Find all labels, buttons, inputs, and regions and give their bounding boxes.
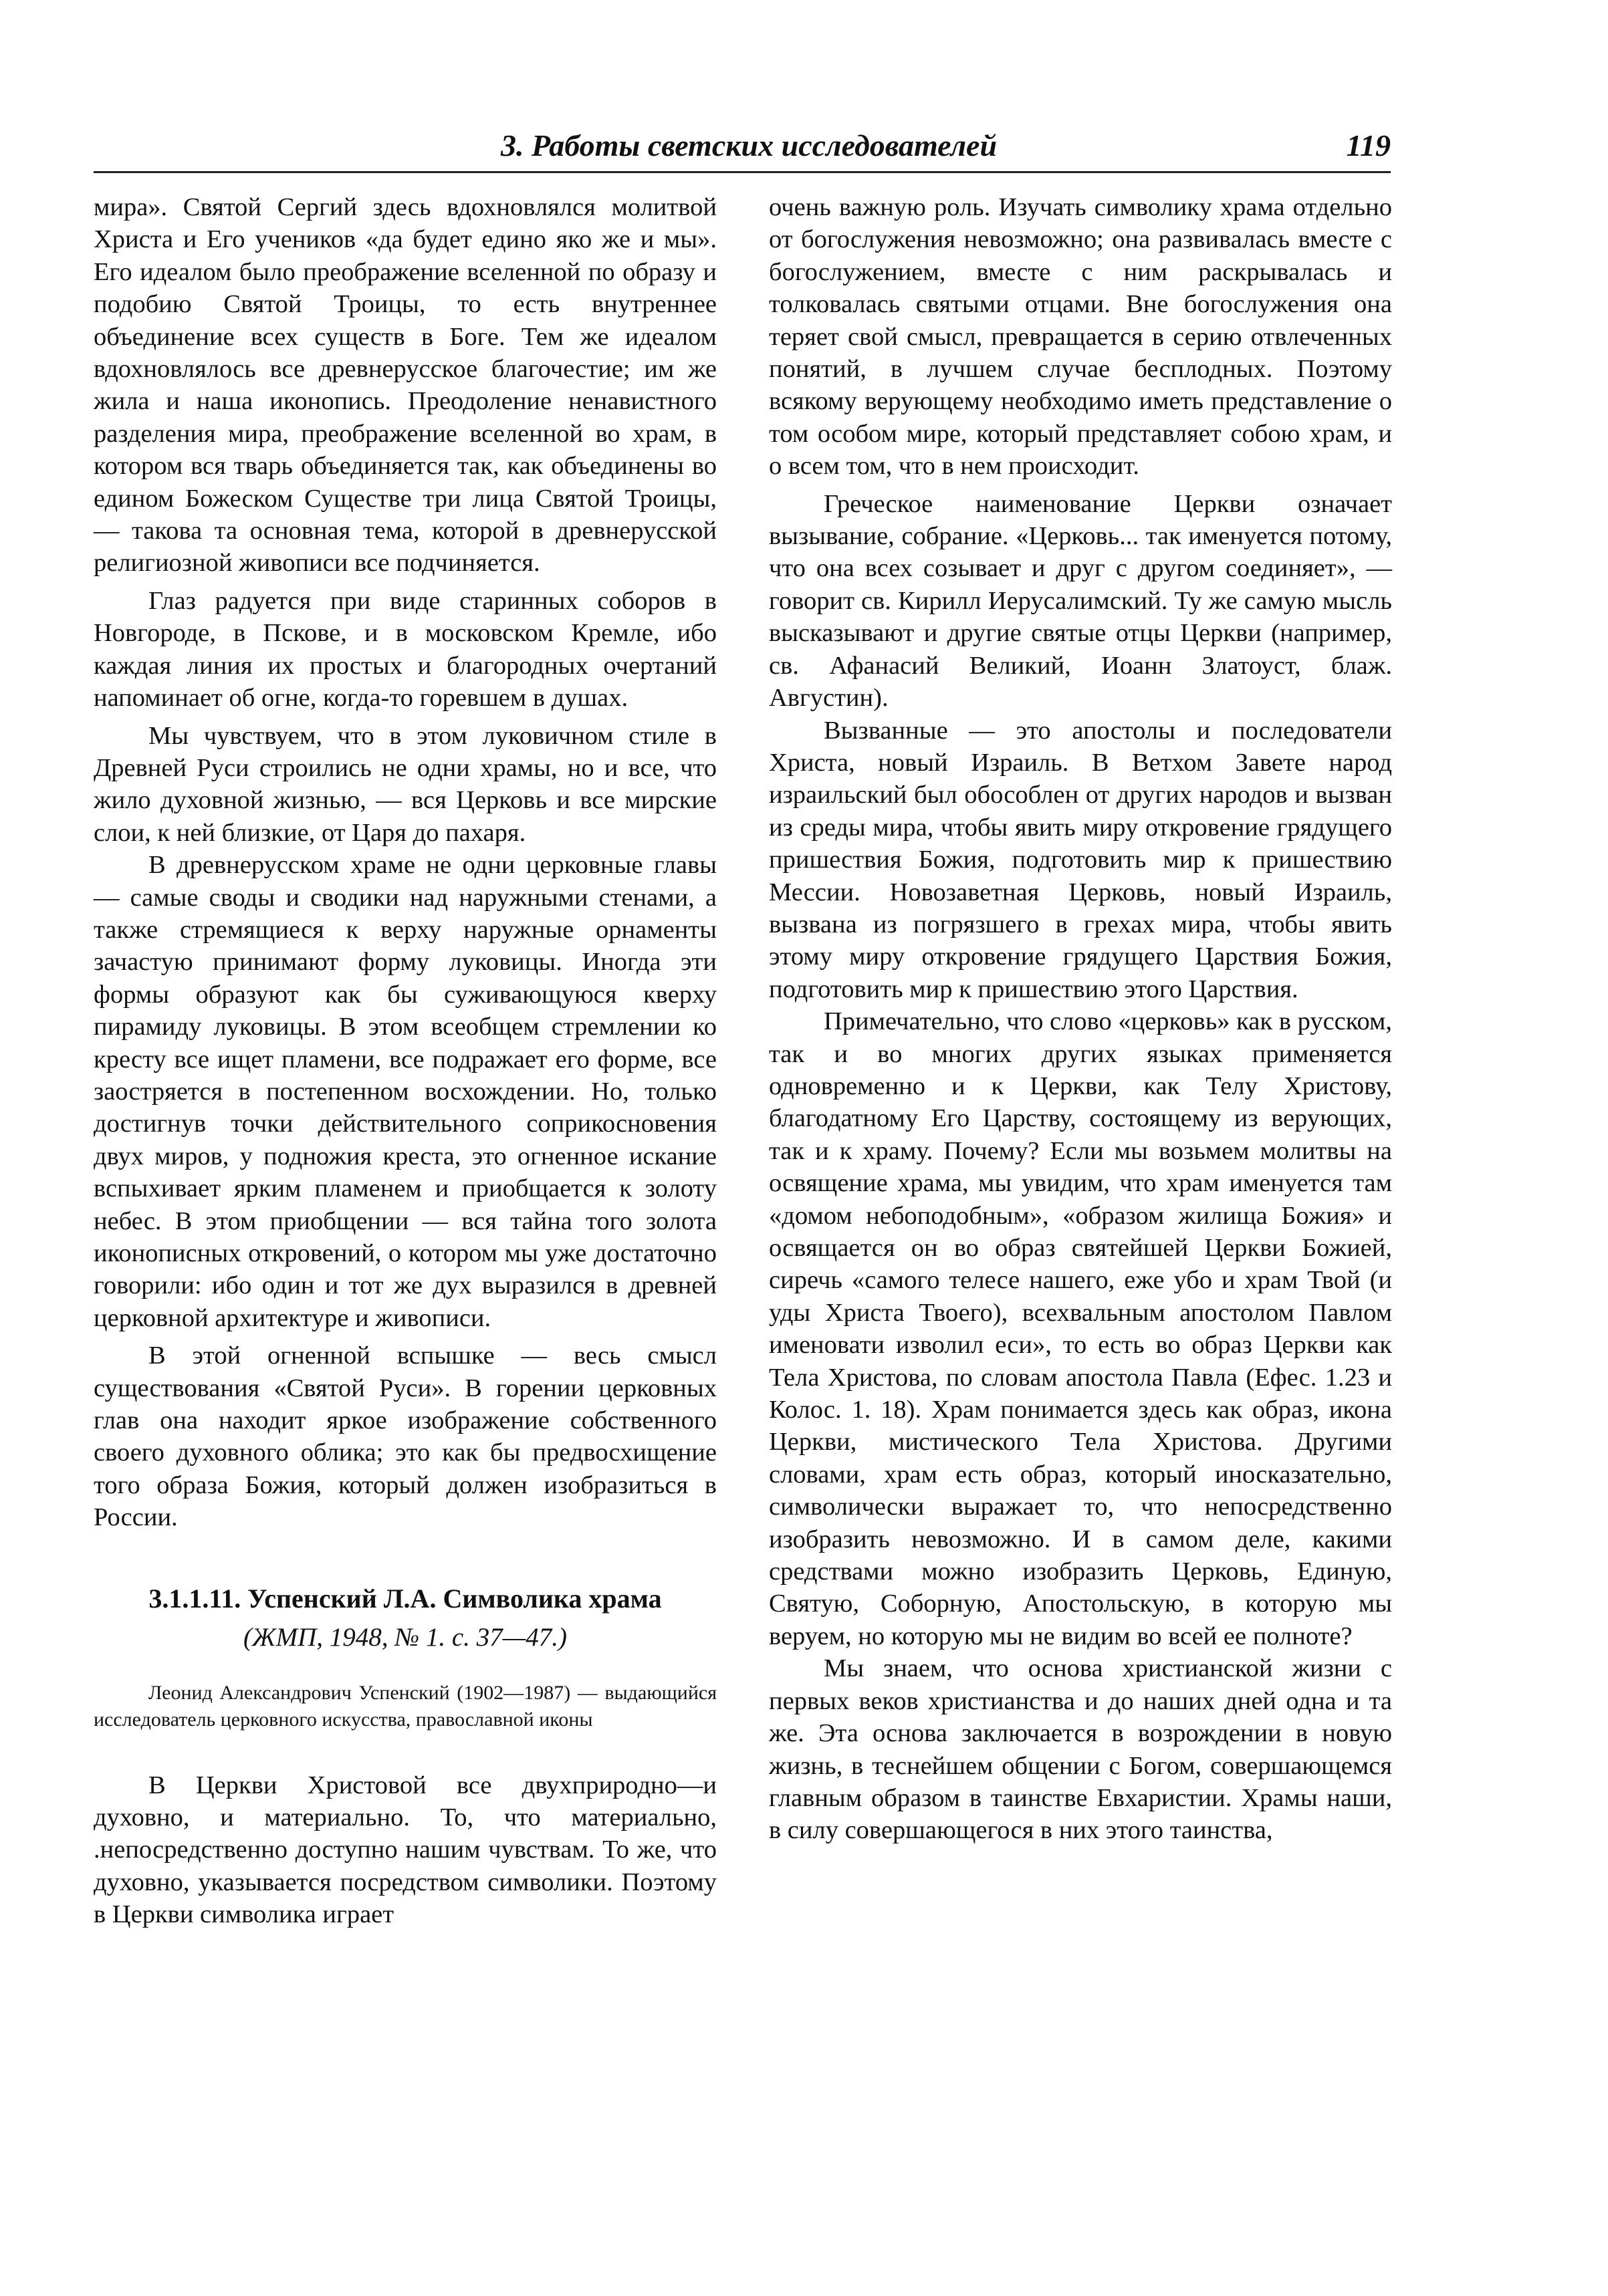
paragraph: Мы знаем, что основа христианской жизни с первых веков христианства и до наших дней одна и та же. Эта основа заключается в возрождении в новую жизнь, в теснейшем общении с Богом, совершающемся главным образом в таинстве Евхаристии. Храмы наши, в силу совершающегося в них этого таинства, bbox=[769, 1654, 1392, 1845]
paragraph: мира». Святой Сергий здесь вдохновлялся молитвой Христа и Его учеников «да будет едино яко же и мы». Его идеалом было преображение вселенной по образу и подобию Святой Троицы, то есть внутреннее объединение всех существ в Боге. Тем же идеалом вдохновлялось все древнерусское благочестие; им же жила и наша иконопись. Преодоление ненавистного разделения мира, преображение вселенной во храм, в котором вся тварь объединяется так, как объединены во едином Божеском Существе три лица Святой Троицы, — такова та основная тема, которой в древнерусской религиозной живописи все подчиняется. bbox=[94, 193, 717, 578]
paragraph: В этой огненной вспышке — весь смысл существования «Святой Руси». В горении церковных глав она находит яркое изображение собственного своего духовного облика; это как бы предвосхищение того образа Божия, который должен изобразиться в России. bbox=[94, 1342, 717, 1532]
page-number: 119 bbox=[1346, 128, 1391, 162]
paragraph: Мы чувствуем, что в этом луковичном стиле в Древней Руси строились не одни храмы, но и все, что жило духовной жизнью, — вся Церковь и все мирские слои, к ней близкие, от Царя до пахаря. bbox=[94, 721, 717, 847]
running-header-title: 3. Работы светских исследователей bbox=[500, 128, 998, 162]
paragraph: Примечательно, что слово «церковь» как в русском, так и во многих других языках применяется одновременно и к Церкви, как Телу Христову, благодатному Его Царству, состоящему из верующих, так и к храму. Почему? Если мы возьмем молитвы на освящение храма, мы увидим, что храм именуется там «домом небоподобным», «образом жилища Божия» и освящается он во образ святейшей Церкви Божией, сиречь «самого телесе нашего, еже убо и храм Твой (и уды Христа Твоего), всехвальным апостолом Павлом именовати изволил еси», то есть во образ Церкви как Тела Христова, по словам апостола Павла (Ефес. 1.23 и Колос. 1. 18). Храм понимается здесь как образ, икона Церкви, мистического Тела Христова. Другими словами, храм есть образ, который иносказательно, символически выражает то, что непосредственно изобразить невозможно. И в самом деле, какими средствами можно изобразить Церковь, Единую, Святую, Соборную, Апостольскую, в которую мы веруем, но которую мы не видим во всей ее полноте? bbox=[769, 1007, 1392, 1650]
author-bio-note: Леонид Александрович Успенский (1902—1987) — выдающийся исследователь церковного искусства, православной иконы bbox=[94, 1681, 717, 1731]
paragraph: В древнерусском храме не одни церковные главы — самые своды и сводики над наружными стенами, а также стремящиеся к верху наружные орнаменты зачастую принимают форму луковицы. Иногда эти формы образуют как бы суживающуюся кверху пирамиду луковицы. В этом всеобщем стремлении ко кресту все ищет пламени, все подражает его форме, все заостряется в постепенном восхождении. Но, только достигнув точки действительного соприкосновения двух миров, у подножия креста, это огненное искание вспыхивает ярким пламенем и приобщается к золоту небес. В этом приобщении — вся тайна того золота иконописных откровений, о котором мы уже достаточно говорили: ибо один и тот же дух выразился в древней церковной архитектуре и живописи. bbox=[94, 851, 717, 1332]
paragraph: очень важную роль. Изучать символику храма отдельно от богослужения невозможно; она развивалась вместе с богослужением, вместе с ним раскрывалась и толковалась святыми отцами. Вне богослужения она теряет свой смысл, превращается в серию отвлеченных понятий, в лучшем случае бесплодных. Поэтому всякому верующему необходимо иметь представление о том особом мире, который представляет собою храм, и о всем том, что в нем происходит. bbox=[769, 193, 1392, 481]
paragraph: В Церкви Христовой все двухприродно—и духовно, и материально. То, что материально, .непосредственно доступно нашим чувствам. То же, что духовно, указывается посредством символики. Поэтому в Церкви символика играет bbox=[94, 1771, 717, 1929]
paragraph: Вызванные — это апостолы и последователи Христа, новый Израиль. В Ветхом Завете народ израильский был обособлен от других народов и вызван из среды мира, чтобы явить миру откровение грядущего пришествия Божия, подготовить мир к пришествию Мессии. Новозаветная Церковь, новый Израиль, вызвана из погрязшего в грехах мира, чтобы явить этому миру откровение грядущего Царствия Божия, подготовить мир к пришествию этого Царствия. bbox=[769, 716, 1392, 1003]
right-column bbox=[769, 191, 1392, 1847]
paragraph: Глаз радуется при виде старинных соборов в Новгороде, в Пскове, и в московском Кремле, ибо каждая линия их простых и благородных очертаний напоминает об огне, когда-то горевшем в душах. bbox=[94, 586, 717, 713]
section-heading: 3.1.1.11. Успенский Л.А. Символика храма bbox=[148, 1583, 662, 1614]
left-column bbox=[94, 191, 717, 1931]
paragraph: Греческое наименование Церкви означает вызывание, собрание. «Церковь... так именуется потому, что она всех созывает и друг с другом соединяет», — говорит св. Кирилл Иерусалимский. Ту же самую мысль высказывают и другие святые отцы Церкви (например, св. Афанасий Великий, Иоанн Златоуст, блаж. Августин). bbox=[769, 489, 1392, 713]
header-divider bbox=[94, 171, 1391, 173]
section-source-reference: (ЖМП, 1948, № 1. с. 37—47.) bbox=[243, 1622, 568, 1652]
